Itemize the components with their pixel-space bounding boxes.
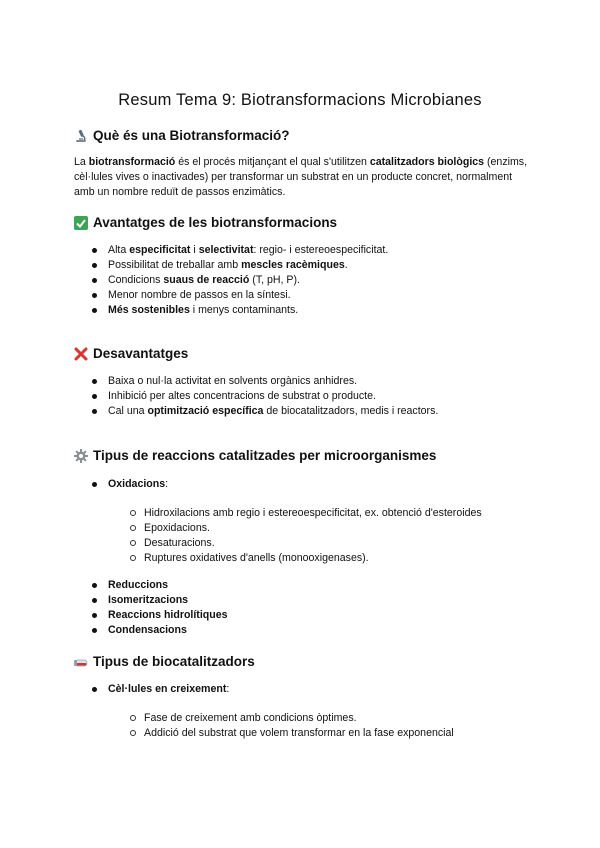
list-item: Condicions suaus de reacció (T, pH, P). [108, 273, 388, 288]
section-heading-text: Tipus de biocatalitzadors [93, 654, 255, 669]
microscope-icon [74, 129, 88, 143]
oxidations-sublist [144, 506, 482, 566]
list-item: Possibilitat de treballar amb mescles racèmiques. [108, 258, 388, 273]
list-item-oxidations: Oxidacions: [108, 478, 169, 490]
section-heading-advantages [74, 215, 337, 230]
test-tube-icon [74, 655, 88, 669]
list-item: Condensacions [108, 623, 228, 638]
biocatalyst-types-list [108, 682, 229, 697]
section-heading-text: Què és una Biotransformació? [93, 128, 290, 143]
sublist-item: Hidroxilacions amb regio i estereoespecificitat, ex. obtenció d'esteroides [144, 507, 482, 519]
section-heading-what-is [74, 128, 290, 143]
section-heading-text: Avantatges de les biotransformacions [93, 215, 338, 230]
sublist-item: Fase de creixement amb condicions òptimes. [144, 711, 454, 726]
list-item: Reduccions [108, 578, 228, 593]
sublist-item: Ruptures oxidatives d'anells (monooxigenases). [144, 551, 482, 566]
definition-paragraph: La biotransformació és el procés mitjançant el qual s'utilitzen catalitzadors biològics (enzims, cèl·lules vives o inactivades) per transformar un substrat en un producte concret, normalment amb un nombre reduït de passos enzimàtics. [74, 156, 528, 198]
cross-mark-icon [74, 347, 88, 361]
section-heading-reaction-types [74, 448, 436, 463]
sublist-item: Desaturacions. [144, 536, 482, 551]
check-mark-icon [74, 216, 88, 230]
section-heading-text: Tipus de reaccions catalitzades per microorganismes [93, 448, 437, 463]
sublist-item: Addició del substrat que volem transformar en la fase exponencial [144, 727, 454, 739]
section-heading-text: Desavantatges [93, 346, 189, 361]
growing-cells-sublist [144, 711, 454, 741]
list-item: Inhibició per altes concentracions de substrat o producte. [108, 389, 438, 404]
list-item: Cal una optimització específica de biocatalitzadors, medis i reactors. [108, 405, 439, 417]
list-item: Alta especificitat i selectivitat: regio- i estereoespecificitat. [108, 244, 389, 256]
reaction-types-list-continued [108, 578, 228, 638]
reaction-types-list [108, 477, 168, 492]
advantages-list [108, 243, 388, 318]
sublist-item: Epoxidacions. [144, 521, 482, 536]
disadvantages-list [108, 374, 438, 419]
list-item: Menor nombre de passos en la síntesi. [108, 288, 388, 303]
list-item-growing-cells: Cèl·lules en creixement: [108, 683, 230, 695]
list-item: Isomeritzacions [108, 593, 228, 608]
list-item: Més sostenibles i menys contaminants. [108, 303, 388, 318]
section-heading-biocatalyst-types [74, 654, 255, 669]
page-title: Resum Tema 9: Biotransformacions Microbianes [118, 91, 482, 109]
list-item: Baixa o nul·la activitat en solvents orgànics anhidres. [108, 374, 438, 389]
gear-icon [74, 449, 88, 463]
list-item: Reaccions hidrolítiques [108, 609, 228, 621]
section-heading-disadvantages [74, 346, 188, 361]
